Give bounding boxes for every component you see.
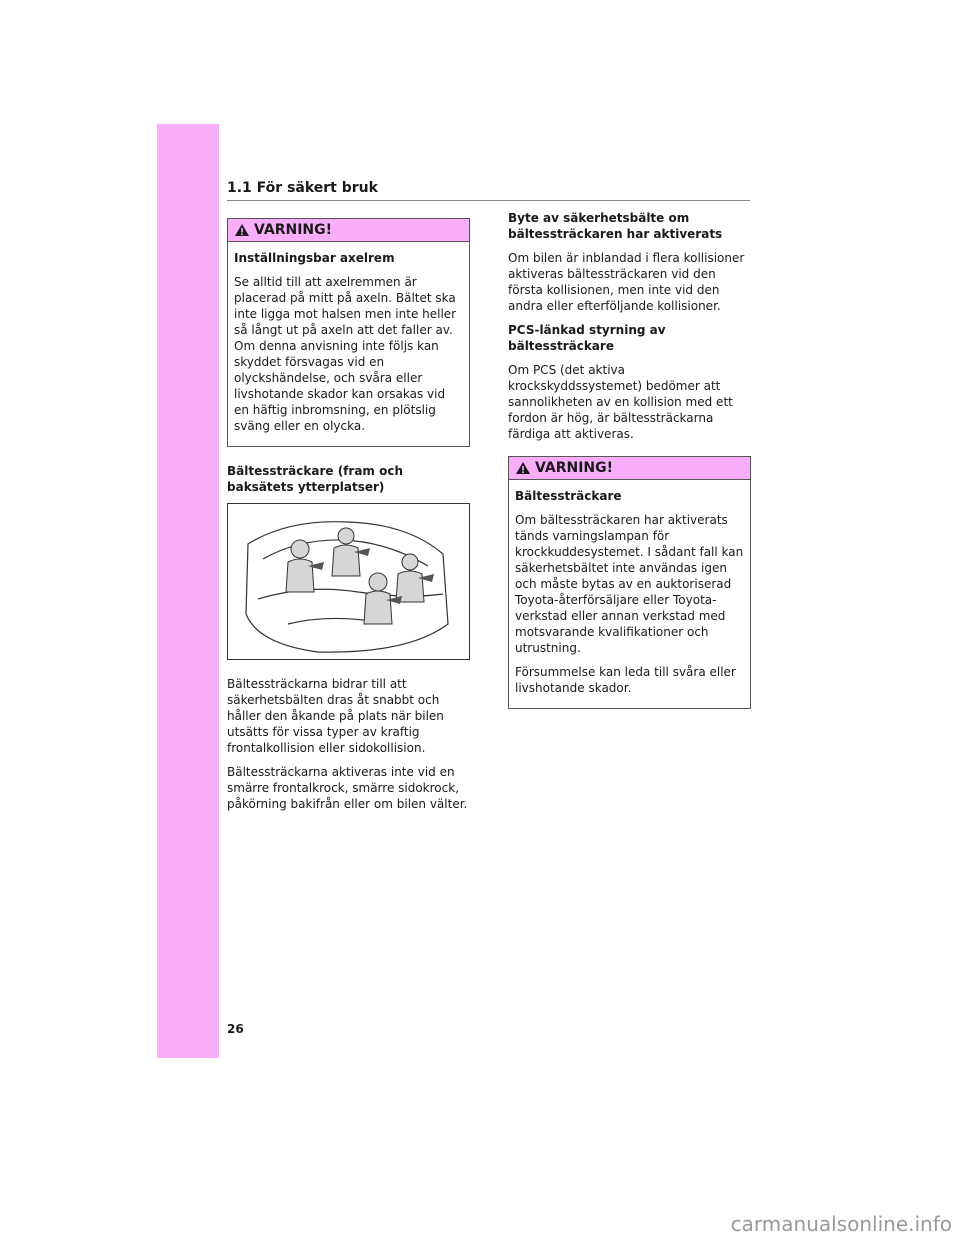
- pretensioner-paragraph-2: Bältessträckarna aktiveras inte vid en smärre frontalkrock, smärre sidokrock, påkörning bakifrån eller om bilen välter.: [227, 765, 468, 811]
- page-sidebar-tab: [157, 124, 219, 1058]
- pretensioner-paragraph-1: Bältessträckarna bidrar till att säkerhetsbälten dras åt snabbt och håller den åkande på plats när bilen utsätts för vissa typer av kraftig frontalkollision eller sidokollision.: [227, 677, 444, 755]
- warning-text-2: Försummelse kan leda till svåra eller livshotande skador.: [515, 665, 736, 695]
- header-rule: [227, 200, 750, 201]
- replacement-paragraph: Om bilen är inblandad i flera kollisioner aktiveras bältessträckaren vid den första kollisionen, men inte vid den andra eller efterföljande kollisioner.: [508, 251, 745, 313]
- warning-text: Se alltid till att axelremmen är placerad på mitt på axeln. Bältet ska inte ligga mot halsen men inte heller så långt ut på axeln att det faller av. Om denna anvisning inte följs kan skyddet försvagas vid en olyckshändelse, och svåra eller livshotande skador kan orsakas vid en häftig inbromsning, en plötslig sväng eller en olycka.: [234, 275, 457, 433]
- warning-label: VARNING!: [254, 222, 333, 238]
- page-number: 26: [227, 1022, 244, 1036]
- replacement-heading: Byte av säkerhetsbälte om bältessträckaren har aktiverats: [508, 211, 723, 241]
- left-column: [227, 218, 470, 820]
- car-interior-drawing: [228, 504, 469, 659]
- warning-box-pretensioner: [508, 456, 751, 709]
- pcs-heading: PCS-länkad styrning av bältessträckare: [508, 323, 666, 353]
- seatbelt-pretensioner-illustration: [227, 503, 470, 660]
- warning-label: VARNING!: [535, 460, 614, 476]
- footer-watermark: carmanualsonline.info: [730, 1212, 952, 1236]
- warning-title: Inställningsbar axelrem: [234, 251, 395, 265]
- section-header: 1.1 För säkert bruk: [227, 180, 378, 196]
- warning-text-1: Om bältessträckaren har aktiverats tänds varningslampan för krockkuddesystemet. I sådant fall kan säkerhetsbältet inte användas igen och måste bytas av en auktoriserad Toyota-återförsäljare eller Toyota-verkstad eller annan verkstad med motsvarande kvalifikationer och utrustning.: [515, 513, 744, 655]
- pcs-paragraph: Om PCS (det aktiva krockskyddssystemet) bedömer att sannolikheten av en kollision med ett fordon är hög, är bältessträckarna färdiga att aktiveras.: [508, 363, 733, 441]
- warning-triangle-icon: [234, 223, 250, 237]
- warning-box-belt: [227, 218, 470, 447]
- pretensioner-heading: Bältessträckare (fram och baksätets ytterplatser): [227, 464, 403, 494]
- warning-triangle-icon: [515, 461, 531, 475]
- warning-title: Bältessträckare: [515, 489, 622, 503]
- right-column: [508, 210, 751, 725]
- warning-header: [509, 457, 750, 480]
- warning-header: [228, 219, 469, 242]
